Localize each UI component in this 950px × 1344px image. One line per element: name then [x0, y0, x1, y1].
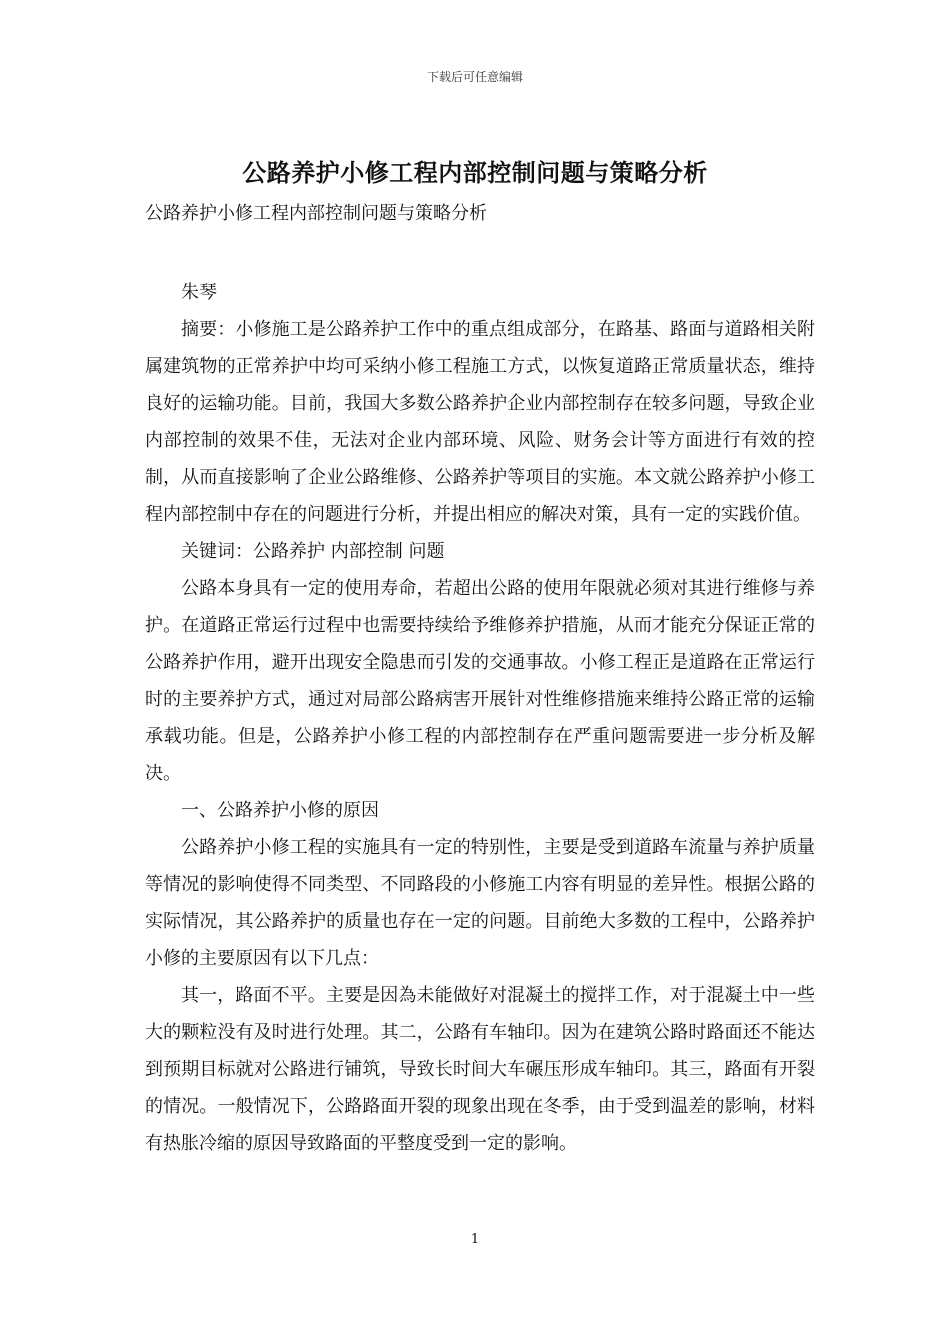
- document-title: 公路养护小修工程内部控制问题与策略分析: [242, 158, 708, 187]
- body-paragraph: 其一，路面不平。主要是因為未能做好对混凝土的搅拌工作，对于混凝土中一些大的颗粒没有及时进行处理。其二，公路有车轴印。因为在建筑公路时路面还不能达到预期目标就对公路进行铺筑，导致长时间大车碾压形成车轴印。其三，路面有开裂的情况。一般情况下，公路路面开裂的现象出现在冬季，由于受到温差的影响，材料有热胀冷缩的原因导致路面的平整度受到一定的影响。: [145, 985, 815, 1154]
- intro-paragraph: 公路本身具有一定的使用寿命，若超出公路的使用年限就必须对其进行维修与养护。在道路正常运行过程中也需要持续给予维修养护措施，从而才能充分保证正常的公路养护作用，避开出现安全隐患而引发的交通事故。小修工程正是道路在正常运行时的主要养护方式，通过对局部公路病害开展针对性维修措施来维持公路正常的运输承载功能。但是，公路养护小修工程的内部控制存在严重问题需要进一步分析及解决。: [145, 578, 815, 784]
- document-body: [145, 274, 815, 1162]
- page-number: 1: [470, 1232, 480, 1247]
- abstract-paragraph: 摘要：小修施工是公路养护工作中的重点组成部分，在路基、路面与道路相关附属建筑物的正常养护中均可采纳小修工程施工方式，以恢复道路正常质量状态，维持良好的运输功能。目前，我国大多数公路养护企业内部控制存在较多问题，导致企业内部控制的效果不佳，无法对企业内部环境、风险、财务会计等方面进行有效的控制，从而直接影响了企业公路维修、公路养护等项目的实施。本文就公路养护小修工程内部控制中存在的问题进行分析，并提出相应的解决对策，具有一定的实践价值。: [145, 319, 815, 525]
- body-paragraph: 公路养护小修工程的实施具有一定的特别性，主要是受到道路车流量与养护质量等情况的影响使得不同类型、不同路段的小修施工内容有明显的差异性。根据公路的实际情况，其公路养护的质量也存在一定的问题。目前绝大多数的工程中，公路养护小修的主要原因有以下几点：: [145, 837, 815, 969]
- author-line: 朱琴: [181, 282, 217, 303]
- header-note: 下载后可任意编辑: [426, 70, 523, 84]
- section-heading: 一、公路养护小修的原因: [181, 800, 379, 821]
- document-subtitle: 公路养护小修工程内部控制问题与策略分析: [145, 203, 487, 224]
- keywords-line: 关键词：公路养护 内部控制 问题: [181, 541, 445, 562]
